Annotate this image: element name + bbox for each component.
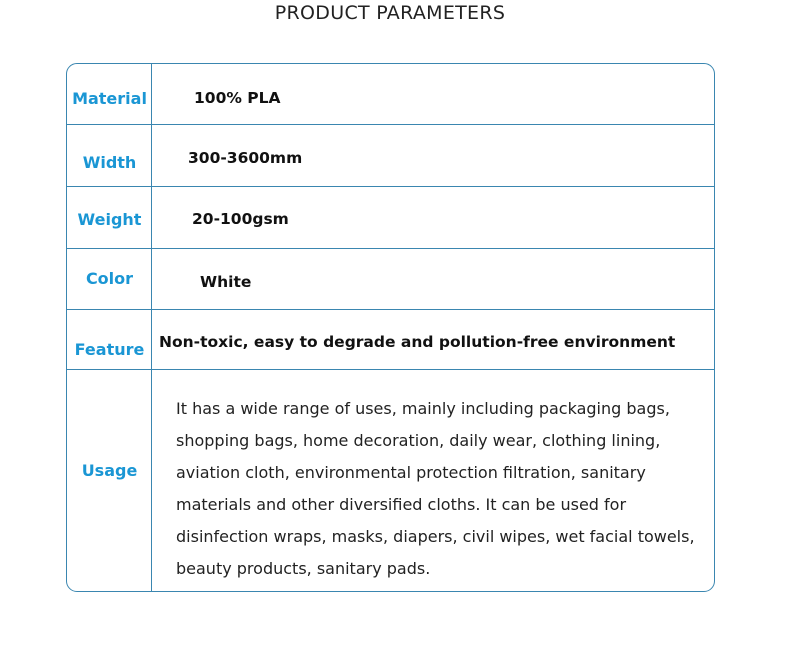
usage-line: materials and other diversified cloths. It can be used for (176, 495, 627, 514)
label-feature: Feature (74, 340, 145, 359)
value-feature: Non-toxic, easy to degrade and pollution-free environment (159, 333, 676, 351)
table-row-weight (67, 187, 714, 249)
page-title: PRODUCT PARAMETERS (274, 2, 506, 24)
label-usage: Usage (81, 461, 138, 480)
usage-line: aviation cloth, environmental protection filtration, sanitary (176, 463, 646, 482)
table-row-feature (67, 310, 714, 370)
table-row-usage (67, 370, 714, 592)
table-row-material (67, 64, 714, 125)
value-color: White (200, 273, 252, 291)
usage-line: It has a wide range of uses, mainly including packaging bags, (176, 399, 670, 418)
value-weight: 20-100gsm (192, 210, 289, 228)
label-cell (67, 370, 152, 592)
label-weight: Weight (77, 210, 142, 229)
usage-line: shopping bags, home decoration, daily wear, clothing lining, (176, 431, 661, 450)
label-width: Width (82, 153, 137, 172)
usage-text (176, 393, 706, 585)
parameters-table (66, 63, 715, 592)
usage-line: disinfection wraps, masks, diapers, civil wipes, wet facial towels, (176, 527, 695, 546)
label-color: Color (85, 269, 134, 288)
value-material: 100% PLA (194, 89, 281, 107)
table-row-width (67, 125, 714, 187)
value-width: 300-3600mm (188, 149, 303, 167)
usage-line: beauty products, sanitary pads. (176, 559, 431, 578)
label-material: Material (72, 89, 147, 108)
table-row-color (67, 249, 714, 310)
